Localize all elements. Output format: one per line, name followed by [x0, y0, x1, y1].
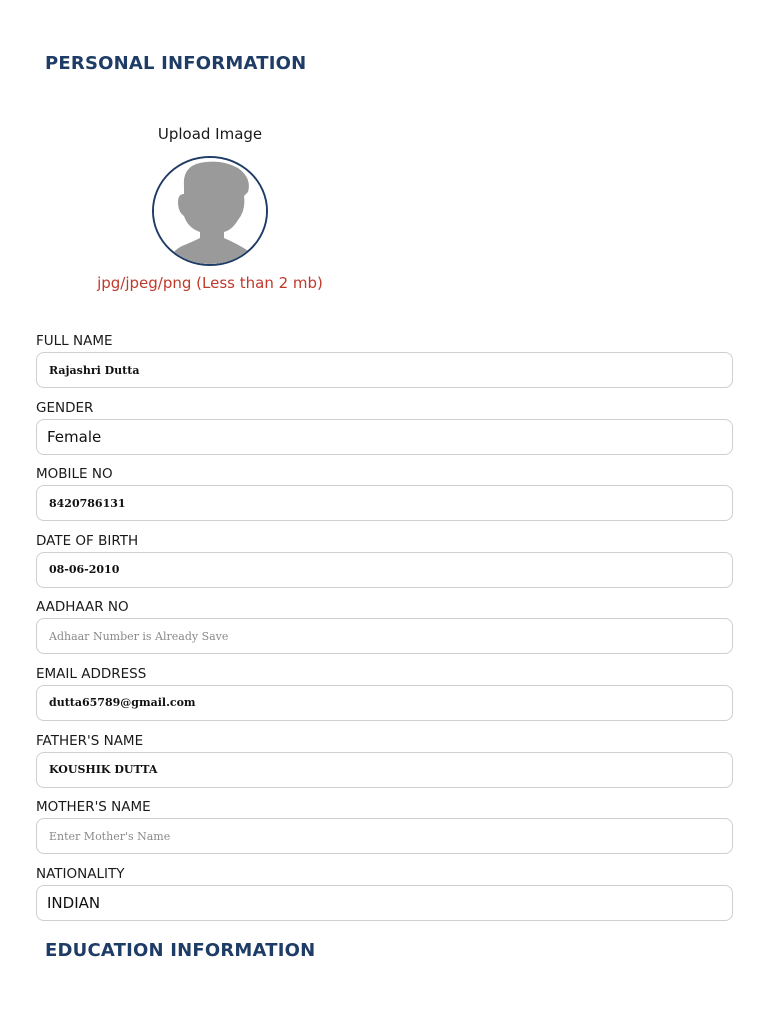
- full-name-input[interactable]: [36, 352, 733, 388]
- education-information-heading: EDUCATION INFORMATION: [45, 940, 316, 961]
- date-of-birth-input[interactable]: [36, 552, 733, 588]
- father-name-input[interactable]: [36, 752, 733, 788]
- personal-information-form: [36, 330, 733, 929]
- mobile-label: MOBILE NO: [36, 466, 113, 483]
- father-name-label: FATHER'S NAME: [36, 732, 144, 749]
- aadhaar-field: [36, 596, 733, 663]
- email-field: [36, 663, 733, 730]
- aadhaar-input[interactable]: [36, 618, 733, 654]
- gender-selected-value: Female: [47, 427, 102, 446]
- aadhaar-label: AADHAAR NO: [36, 599, 129, 616]
- upload-image-label: Upload Image: [157, 125, 263, 143]
- gender-select[interactable]: [36, 419, 733, 455]
- upload-image-block: [60, 124, 360, 292]
- gender-field: [36, 397, 733, 464]
- nationality-label: NATIONALITY: [36, 865, 125, 882]
- full-name-field: [36, 330, 733, 397]
- full-name-label: FULL NAME: [36, 333, 113, 349]
- mother-name-label: MOTHER'S NAME: [36, 799, 151, 816]
- mother-name-input[interactable]: [36, 818, 733, 854]
- date-of-birth-field: [36, 530, 733, 597]
- personal-information-heading: PERSONAL INFORMATION: [45, 53, 307, 74]
- date-of-birth-label: DATE OF BIRTH: [36, 532, 139, 549]
- mother-name-field: [36, 796, 733, 863]
- nationality-select[interactable]: [36, 885, 733, 921]
- father-name-field: [36, 730, 733, 797]
- nationality-field: [36, 863, 733, 930]
- gender-label: GENDER: [36, 399, 94, 416]
- mobile-field: [36, 463, 733, 530]
- email-input[interactable]: [36, 685, 733, 721]
- avatar-upload-button[interactable]: [152, 156, 268, 266]
- email-label: EMAIL ADDRESS: [36, 665, 147, 682]
- upload-format-hint: jpg/jpeg/png (Less than 2 mb): [97, 274, 323, 292]
- nationality-selected-value: INDIAN: [47, 893, 101, 912]
- user-silhouette-icon: [154, 158, 266, 264]
- mobile-input[interactable]: [36, 485, 733, 521]
